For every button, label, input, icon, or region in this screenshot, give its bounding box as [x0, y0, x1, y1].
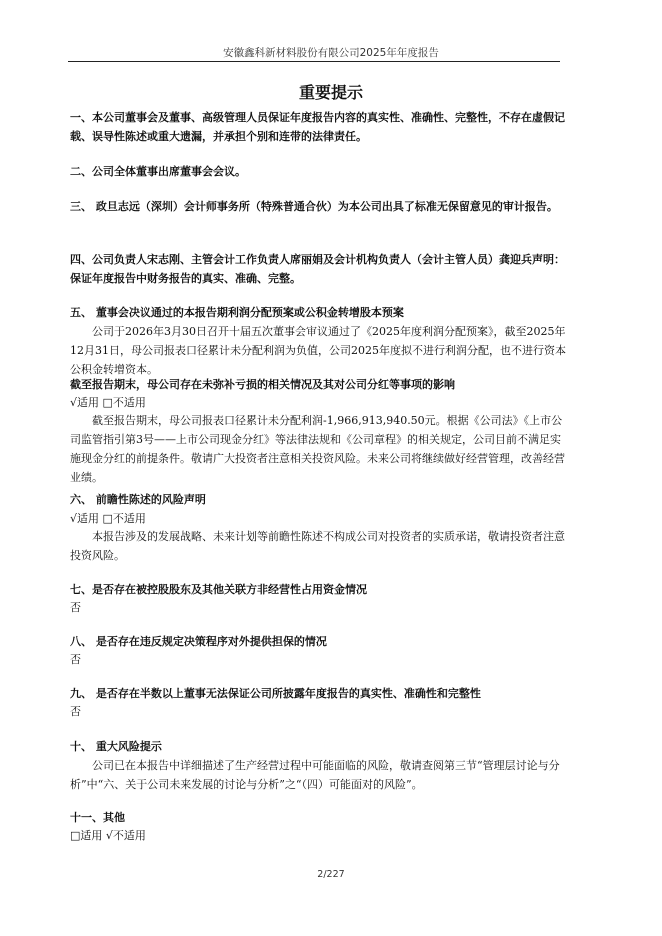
section-8-answer: 否: [70, 653, 81, 666]
header-divider: [68, 61, 560, 62]
section-11-applicability: □适用 √不适用: [70, 829, 146, 842]
section-6-body: 本报告涉及的发展战略、未来计划等前瞻性陈述不构成公司对投资者的实质承诺，敬请投资者注意投资风险。: [70, 530, 565, 562]
section-6-heading: 六、 前瞻性陈述的风险声明: [70, 493, 206, 506]
section-8-heading: 八、 是否存在违反规定决策程序对外提供担保的情况: [70, 635, 327, 648]
section-11-heading: 十一、其他: [70, 811, 125, 824]
section-5-heading: 五、 董事会决议通过的本报告期利润分配预案或公积金转增股本预案: [70, 306, 404, 319]
section-5-sub-body: 截至报告期末，母公司报表口径累计未分配利润-1,966,913,940.50元。根据《公司法》《上市公司监管指引第3号——上市公司现金分红》等法律法规和《公司章程》的相关规定，公司目前不满足实施现金分红的前提条件。敬请广大投资者注意相关投资风险。未来公司将继续做好经营管理，改善经营业绩。: [70, 414, 565, 484]
section-4-statement: 四、公司负责人宋志刚、主管会计工作负责人席丽娟及会计机构负责人（会计主管人员）龚迎兵声明：保证年度报告中财务报告的真实、准确、完整。: [70, 253, 565, 285]
section-10-heading: 十、 重大风险提示: [70, 740, 162, 753]
section-10-body: 公司已在本报告中详细描述了生产经营过程中可能面临的风险，敬请查阅第三节“管理层讨论与分析”中“六、关于公司未来发展的讨论与分析”之“（四）可能面对的风险”。: [70, 759, 560, 791]
section-9-answer: 否: [70, 705, 81, 718]
section-9-heading: 九、 是否存在半数以上董事无法保证公司所披露年度报告的真实性、准确性和完整性: [70, 687, 481, 700]
section-5-sub-heading: 截至报告期末，母公司存在未弥补亏损的相关情况及其对公司分红等事项的影响: [70, 378, 455, 391]
section-6-applicability: √适用 □不适用: [70, 512, 146, 525]
section-2-statement: 二、公司全体董事出席董事会会议。: [70, 165, 246, 178]
section-5-body: 公司于2026年3月30日召开十届五次董事会审议通过了《2025年度利润分配预案》，截至2025年12月31日，母公司报表口径累计未分配利润为负值，公司2025年度拟不进行利润分配，也不进行资本公积金转增资本。: [70, 325, 566, 376]
section-5-applicability: √适用 □不适用: [70, 396, 146, 409]
section-7-heading: 七、是否存在被控股股东及其他关联方非经营性占用资金情况: [70, 583, 367, 596]
section-1-statement: 一、本公司董事会及董事、高级管理人员保证年度报告内容的真实性、准确性、完整性，不存在虚假记载、误导性陈述或重大遗漏，并承担个别和连带的法律责任。: [70, 111, 565, 143]
page-number: 2/227: [317, 869, 345, 880]
section-7-answer: 否: [70, 601, 81, 614]
section-3-statement: 三、 政旦志远（深圳）会计师事务所（特殊普通合伙）为本公司出具了标准无保留意见的审计报告。: [70, 200, 558, 213]
report-header: 安徽鑫科新材料股份有限公司2025年年度报告: [223, 47, 439, 59]
page-title: 重要提示: [298, 83, 363, 102]
